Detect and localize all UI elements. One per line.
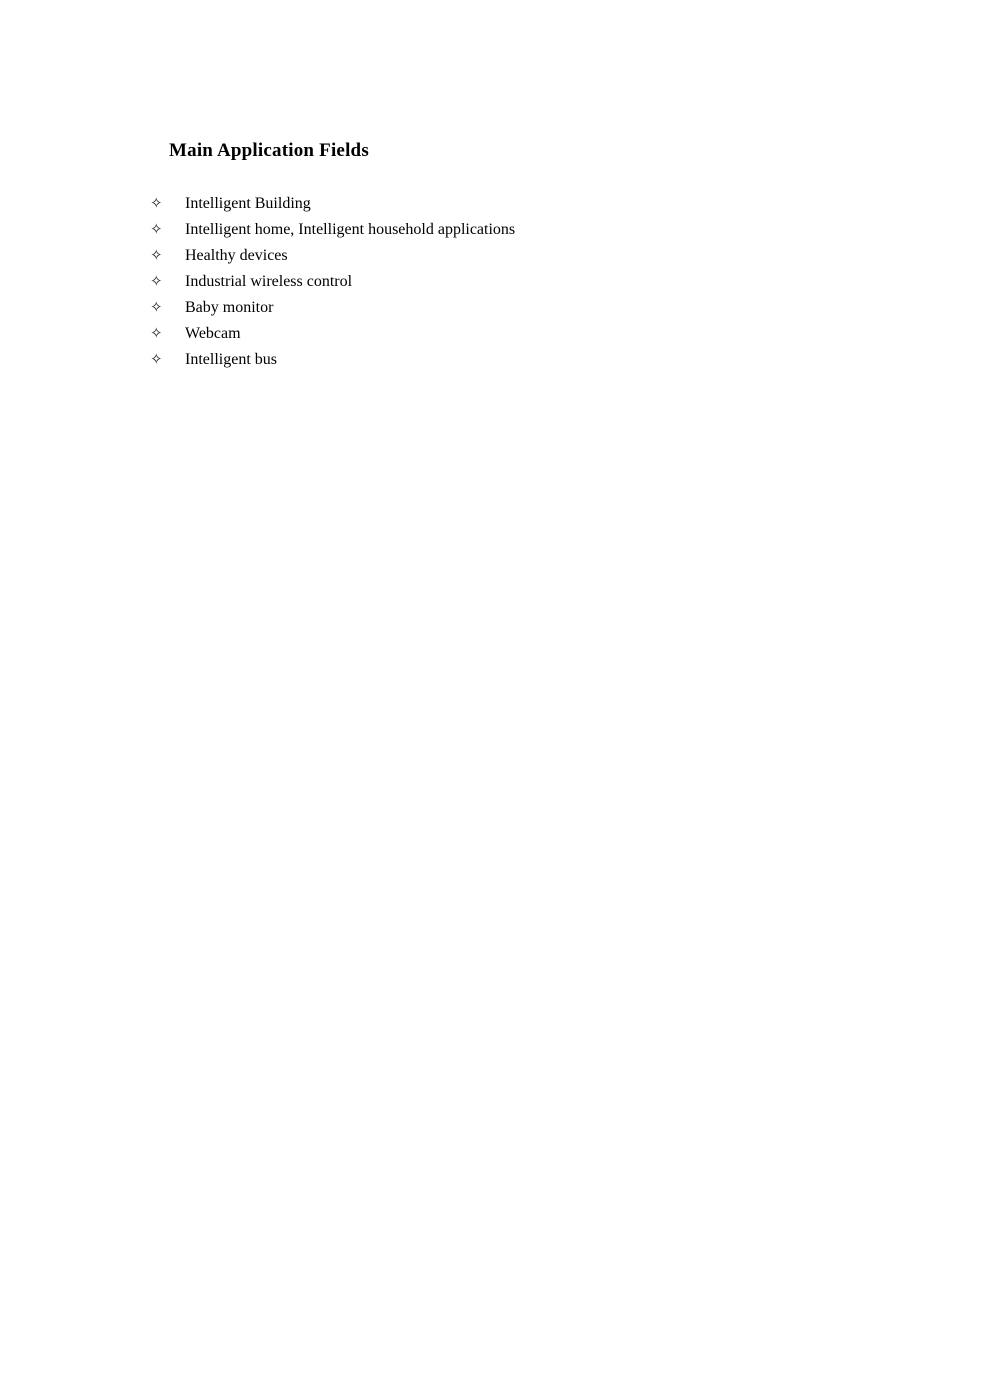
diamond-bullet-icon: ✧ [150, 248, 163, 264]
list-item-label: Industrial wireless control [185, 273, 353, 290]
list-item [150, 295, 515, 321]
list-item [150, 347, 515, 373]
list-item [150, 191, 515, 217]
list-item-label: Intelligent Building [185, 195, 311, 212]
list-item-label: Baby monitor [185, 299, 274, 316]
list-item-label: Healthy devices [185, 247, 288, 264]
application-fields-list [150, 191, 515, 373]
diamond-bullet-icon: ✧ [150, 300, 163, 316]
list-item [150, 269, 515, 295]
list-item [150, 321, 515, 347]
list-item [150, 217, 515, 243]
diamond-bullet-icon: ✧ [150, 274, 163, 290]
list-item-label: Webcam [185, 325, 241, 342]
list-item [150, 243, 515, 269]
diamond-bullet-icon: ✧ [150, 326, 163, 342]
diamond-bullet-icon: ✧ [150, 222, 163, 238]
diamond-bullet-icon: ✧ [150, 196, 163, 212]
list-item-label: Intelligent home, Intelligent household applications [185, 221, 516, 238]
page-title: Main Application Fields [169, 140, 369, 161]
diamond-bullet-icon: ✧ [150, 352, 163, 368]
list-item-label: Intelligent bus [185, 351, 277, 368]
